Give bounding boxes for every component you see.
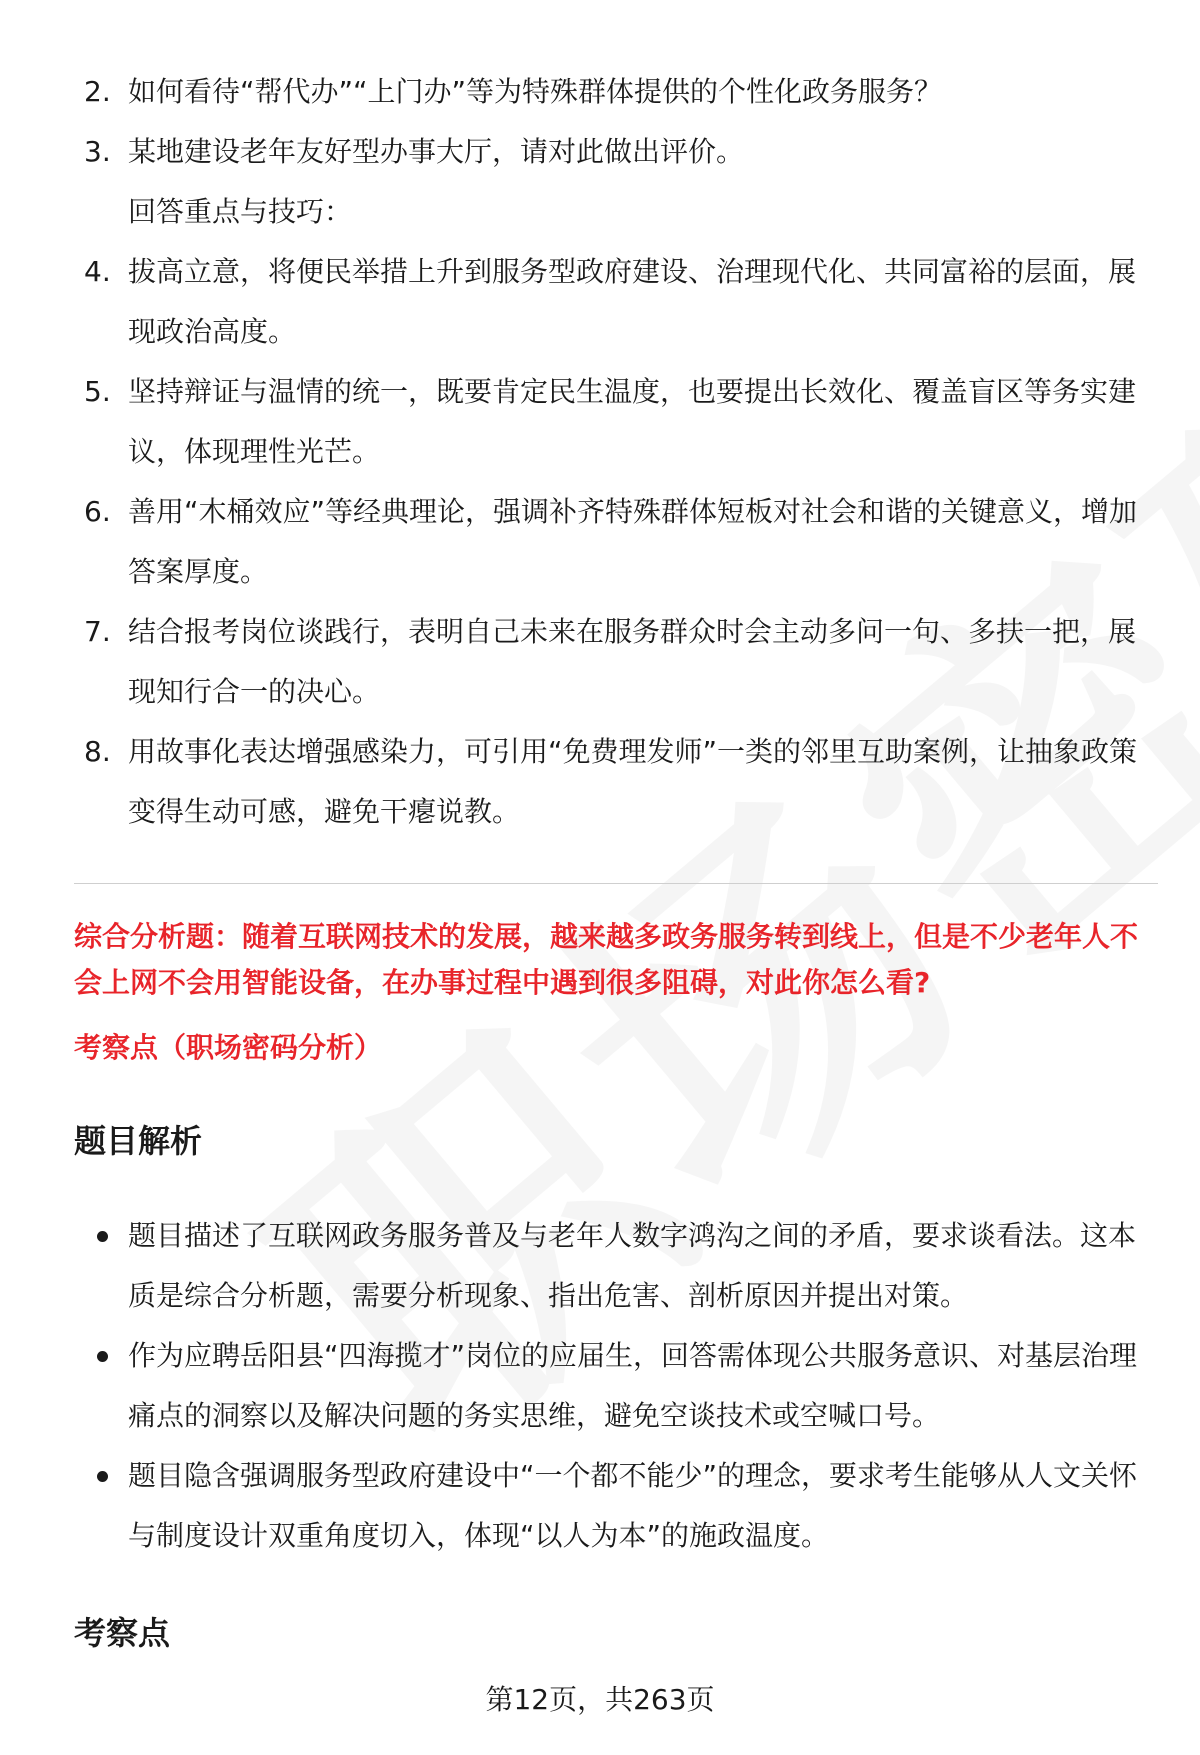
list-item [0, 722, 1138, 842]
bullet-text: 作为应聘岳阳县“四海揽才”岗位的应届生，回答需体现公共服务意识、对基层治理痛点的洞察以及解决问题的务实思维，避免空谈技术或空喊口号。 [128, 1339, 1138, 1432]
bullet-text: 题目隐含强调服务型政府建设中“一个都不能少”的理念，要求考生能够从人文关怀与制度设计双重角度切入，体现“以人为本”的施政温度。 [128, 1459, 1138, 1552]
list-item [0, 362, 1138, 482]
list-item [0, 242, 1138, 362]
examination-heading: 考察点 [74, 1614, 171, 1652]
bullet-icon [97, 1351, 108, 1362]
answer-tips-label: 回答重点与技巧： [128, 195, 353, 228]
item-text: 善用“木桶效应”等经典理论，强调补齐特殊群体短板对社会和谐的关键意义，增加答案厚度。 [128, 495, 1138, 588]
bullet-list [0, 1206, 1200, 1566]
list-item [0, 122, 1138, 182]
bullet-icon [97, 1471, 108, 1482]
list-item [0, 1206, 1138, 1326]
page-footer: 第12页，共263页 [485, 1683, 715, 1716]
list-item [0, 62, 1138, 122]
item-text: 如何看待“帮代办”“上门办”等为特殊群体提供的个性化政务服务？ [128, 75, 943, 108]
item-text: 结合报考岗位谈践行，表明自己未来在服务群众时会主动多问一句、多扶一把，展现知行合一的决心。 [128, 615, 1137, 708]
question-title: 综合分析题：随着互联网技术的发展，越来越多政务服务转到线上，但是不少老年人不会上网不会用智能设备，在办事过程中遇到很多阻碍，对此你怎么看? [74, 920, 1139, 999]
examination-point-subtitle: 考察点（职场密码分析） [74, 1031, 383, 1064]
list-item [0, 482, 1138, 602]
item-number: 6. [84, 495, 111, 528]
list-item [0, 1326, 1138, 1446]
analysis-heading: 题目解析 [74, 1122, 203, 1160]
bullet-icon [97, 1231, 108, 1242]
item-number: 7. [84, 615, 111, 648]
item-number: 2. [84, 75, 111, 108]
item-text: 用故事化表达增强感染力，可引用“免费理发师”一类的邻里互助案例，让抽象政策变得生动可感，避免干瘪说教。 [128, 735, 1138, 828]
item-number: 3. [84, 135, 111, 168]
list-item [0, 602, 1138, 722]
item-text: 坚持辩证与温情的统一，既要肯定民生温度，也要提出长效化、覆盖盲区等务实建议，体现理性光芒。 [128, 375, 1137, 468]
item-number: 5. [84, 375, 111, 408]
item-text: 拔高立意，将便民举措上升到服务型政府建设、治理现代化、共同富裕的层面，展现政治高度。 [128, 255, 1137, 348]
bullet-text: 题目描述了互联网政务服务普及与老年人数字鸿沟之间的矛盾，要求谈看法。这本质是综合分析题，需要分析现象、指出危害、剖析原因并提出对策。 [128, 1219, 1137, 1312]
divider [74, 883, 1158, 884]
list-item [0, 1446, 1138, 1566]
numbered-list [0, 62, 1200, 842]
item-number: 8. [84, 735, 111, 768]
item-text: 某地建设老年友好型办事大厅，请对此做出评价。 [128, 135, 745, 168]
item-number: 4. [84, 255, 111, 288]
